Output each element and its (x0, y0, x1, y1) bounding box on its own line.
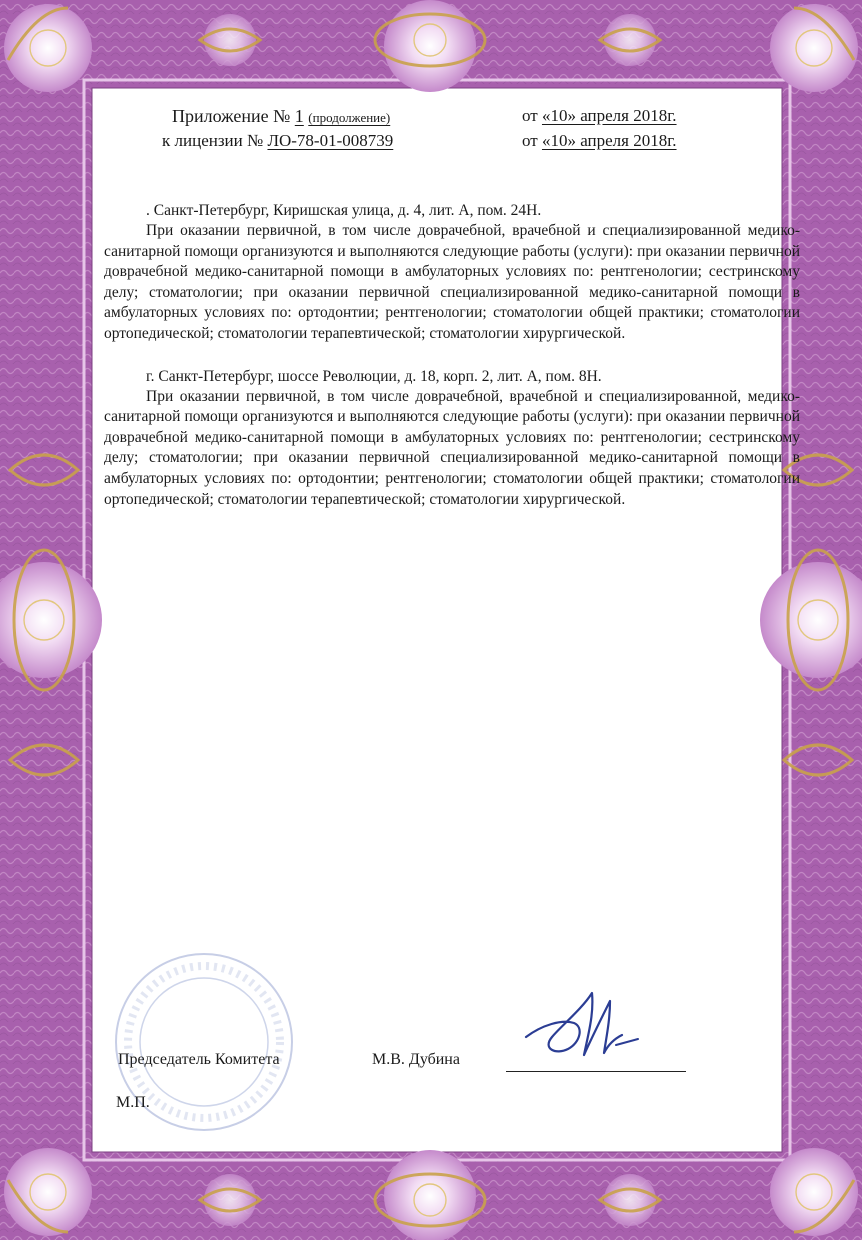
seal-label: М.П. (116, 1094, 150, 1111)
date2-value: «10» апреля 2018г. (541, 131, 677, 150)
appendix-label: Приложение № (172, 106, 291, 126)
date2-prefix: от (522, 131, 538, 150)
chair-name: М.В. Дубина (372, 1051, 460, 1068)
address-line: . Санкт-Петербург, Киришская улица, д. 4, лит. А, пом. 24Н. (146, 202, 542, 219)
services-text: При оказании первичной, в том числе доврачебной, врачебной и специализированной, медико-санитарной помощи организуются и выполняются следующие работы (услуги): при оказании первичной доврачебной медико-санитарной помощи в амбулаторных условиях по: рентгенологии; сестринскому делу; стоматологии; при оказании первичной специализированной медико-санитарной помощи в амбулаторных условиях по: ортодонтии; рентгенологии; стоматологии общей практики; стоматологии ортопедической; стоматологии терапевтической; стоматологии хирургической. (104, 387, 800, 508)
license-number: ЛО-78-01-008739 (267, 131, 394, 150)
handwritten-signature (522, 975, 642, 1075)
license-reference (162, 131, 393, 151)
date-prefix: от (522, 106, 538, 125)
appendix-date (522, 106, 677, 126)
address-blocks (104, 200, 800, 531)
appendix-number: 1 (294, 106, 304, 126)
services-text: При оказании первичной, в том числе доврачебной, врачебной и специализированной медико-санитарной помощи организуются и выполняются следующие работы (услуги): при оказании первичной доврачебной медико-санитарной помощи в амбулаторных условиях по: рентгенологии; сестринскому делу; стоматологии; при оказании первичной специализированной медико-санитарной помощи в амбулаторных условиях по: ортодонтии; рентгенологии; стоматологии общей практики; стоматологии ортопедической; стоматологии терапевтической; стоматологии хирургической. (104, 222, 800, 342)
appendix-heading (172, 106, 390, 127)
date-value: «10» апреля 2018г. (541, 106, 677, 125)
license-label: к лицензии № (162, 131, 264, 150)
chair-title: Председатель Комитета (118, 1051, 280, 1068)
document-content (104, 0, 800, 1240)
address-line: г. Санкт-Петербург, шоссе Революции, д. 18, корп. 2, лит. А, пом. 8Н. (146, 367, 602, 385)
address-block (104, 200, 800, 345)
appendix-continuation: (продолжение) (308, 110, 391, 125)
license-date (522, 131, 677, 151)
address-block (104, 366, 800, 511)
